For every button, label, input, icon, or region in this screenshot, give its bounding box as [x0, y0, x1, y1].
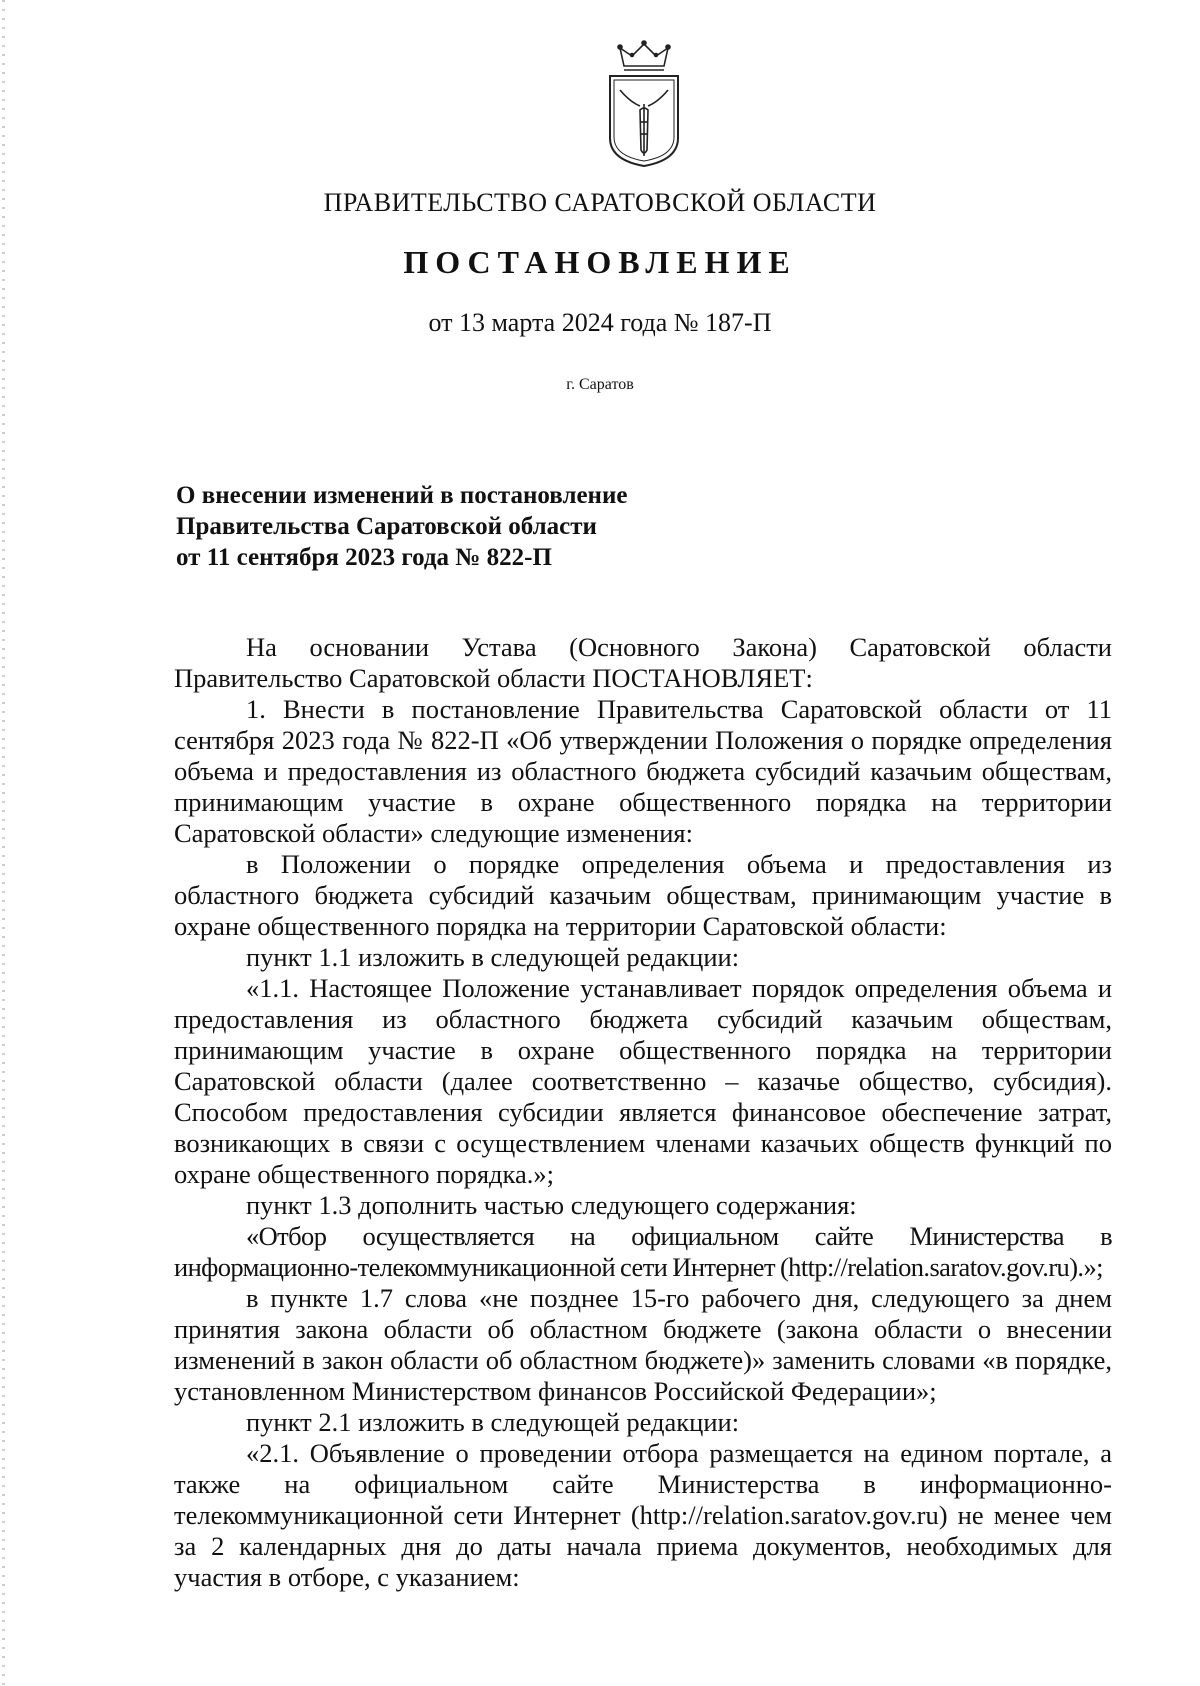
body-paragraph: пункт 1.3 дополнить частью следующего содержания: — [246, 1190, 857, 1220]
body-paragraph: На основании Устава (Основного Закона) Саратовской области Правительство Саратовской области ПОСТАНОВЛЯЕТ: — [174, 632, 1112, 693]
body-paragraph: пункт 2.1 изложить в следующей редакции: — [246, 1407, 740, 1437]
document-date-number: от 13 марта 2024 года № 187-П — [428, 308, 772, 337]
body-paragraph: 1. Внести в постановление Правительства Саратовской области от 11 сентября 2023 года № 822-П «Об утверждении Положения о порядке определения объема и предоставления из областного бюджета субсидий казачьим обществам, принимающим участие в охране общественного порядка на территории Саратовской области» следующие изменения: — [174, 694, 1112, 848]
body-paragraph: пункт 1.1 изложить в следующей редакции: — [246, 942, 740, 972]
body-paragraph: в Положении о порядке определения объема и предоставления из областного бюджета субсидий казачьим обществам, принимающим участие в охране общественного порядка на территории Саратовской области: — [174, 849, 1112, 941]
document-body — [174, 632, 1112, 1593]
saratov-oblast-coat-of-arms-icon — [600, 40, 688, 168]
body-paragraph: «2.1. Объявление о проведении отбора размещается на едином портале, а также на официальном сайте Министерства в информационно-телекоммуникационной сети Интернет (http://relation.saratov.gov.ru) не менее чем за 2 календарных дня до даты начала приема документов, необходимых для участия в отборе, с указанием: — [174, 1438, 1112, 1592]
document-city: г. Саратов — [566, 376, 634, 393]
body-paragraph: «1.1. Настоящее Положение устанавливает порядок определения объема и предоставления из областного бюджета субсидий казачьим обществам, принимающим участие в охране общественного порядка на территории Саратовской области (далее соответственно – казачье общество, субсидия). Способом предоставления субсидии является финансовое обеспечение затрат, возникающих в связи с осуществлением членами казачьих обществ функций по охране общественного порядка.»; — [174, 973, 1112, 1189]
government-title: ПРАВИТЕЛЬСТВО САРАТОВСКОЙ ОБЛАСТИ — [323, 188, 877, 217]
body-paragraph: в пункте 1.7 слова «не позднее 15-го рабочего дня, следующего за днем принятия закона области об областном бюджете (закона области о внесении изменений в закон области об областном бюджете)» заменить словами «в порядке, установленном Министерством финансов Российской Федерации»; — [174, 1283, 1112, 1406]
body-paragraph: «Отбор осуществляется на официальном сайте Министерства в информационно-телекоммуникационной сети Интернет (http://relation.saratov.gov.ru).»; — [174, 1221, 1112, 1282]
subject-line: О внесении изменений в постановление — [176, 482, 628, 509]
document-subject — [176, 480, 736, 573]
subject-line: Правительства Саратовской области — [176, 513, 597, 540]
document-type-heading: ПОСТАНОВЛЕНИЕ — [403, 244, 797, 280]
subject-line: от 11 сентября 2023 года № 822-П — [176, 544, 552, 571]
